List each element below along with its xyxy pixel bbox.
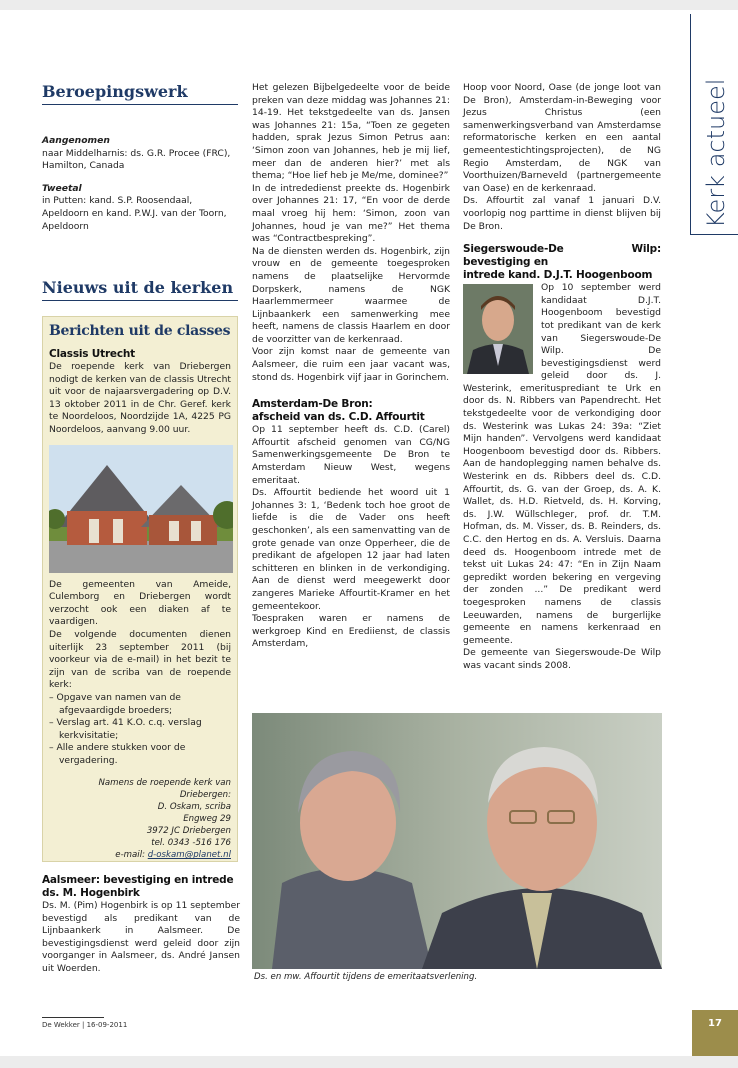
church-photo — [49, 445, 233, 573]
side-rule — [690, 14, 691, 234]
affourtit-photo — [252, 713, 662, 969]
box-paragraph-3: De volgende documenten dienen uiterlijk 23 september 2011 (bij voorkeur via de e-mail) in het bezit te zijn van de scriba van de roepende kerk: — [49, 628, 231, 691]
portrait-photo — [463, 284, 533, 374]
column-1 — [42, 82, 240, 233]
page-number: 17 — [692, 1010, 738, 1056]
box-list-item-2: – Verslag art. 41 K.O. c.q. verslag kerkvisitatie; — [49, 717, 202, 741]
box-title: Berichten uit de classes — [49, 323, 231, 339]
tweetal-title: Tweetal — [42, 182, 82, 194]
column-1-news — [42, 278, 240, 301]
column-2 — [252, 82, 450, 651]
side-rule-bottom — [690, 234, 738, 235]
aalsmeer-article — [42, 874, 240, 976]
footer-text: De Wekker | 16-09-2011 — [42, 1021, 128, 1029]
classes-box — [42, 316, 238, 862]
box-paragraph-1: De roepende kerk van Driebergen nodigt de kerken van de classis Utrecht uit voor de najaarsvergadering op D.V. 13 oktober 2011 in de Chr. Geref. kerk te Noordeloos, Noordzijde 1A, 4225 PG Noordeloos, aanvang 9.00 uur. — [49, 361, 231, 435]
col2-paragraph-3: Na de diensten werden ds. Hogenbirk, zijn vrouw en de gemeente toegesproken namens de plaatselijke Hervormde Dorpskerk, namens de NGK Haarlemmermeer waarmee de Lijnbaankerk een samenwerking mee heeft, namens de classis Haarlem en door de voorzitter van de kerkenraad. — [252, 245, 450, 345]
section-title — [697, 80, 731, 230]
amsterdam-title-1: Amsterdam-De Bron: — [252, 398, 373, 411]
signature-line-1: Namens de roepende kerk van Driebergen: — [98, 778, 231, 801]
col2-paragraph-2: In de intrededienst preekte ds. Hogenbirk over Johannes 21: 17, “En voor de derde maal vroeg hij hem: ‘Simon, zoon van Johannes, houd je van me?” Het thema was “Contractbespreking”. — [252, 182, 450, 245]
photo-caption: Ds. en mw. Affourtit tijdens de emeritaatsverlening. — [254, 972, 478, 982]
email-link[interactable]: d-oskam@planet.nl — [147, 850, 231, 861]
tweetal-text: in Putten: kand. S.P. Roosendaal, Apeldoorn en kand. P.W.J. van der Toorn, Apeldoorn — [42, 195, 227, 232]
signature-line-5: tel. 0343 -516 176 — [151, 838, 231, 849]
aangenomen-text: naar Middelharnis: ds. G.R. Procee (FRC), Hamilton, Canada — [42, 147, 231, 172]
box-paragraph-2: De gemeenten van Ameide, Culemborg en Driebergen wordt verzocht ook een diaken af te vaardigen. — [49, 578, 231, 628]
col2-paragraph-7: Toespraken waren er namens de werkgroep Kind en Erediienst, de classis Amsterdam, — [252, 613, 450, 650]
box-list-item-3: – Alle andere stukken voor de vergadering. — [49, 742, 186, 766]
signature-line-4: 3972 JC Driebergen — [146, 826, 231, 837]
col2-paragraph-1: Het gelezen Bijbelgedeelte voor de beide preken van deze middag was Johannes 21: 14-19. Het tekstgedeelte van ds. Jansen was Johannes 21: 15a, “Toen ze gegeten hadden, sprak Jezus Simon Petrus aan: ‘Simon zoon van Johannes, heb je mij lief, meer dan de anderen hier?’ met als thema; “Hoe lief heb je Me/me, dominee?” — [252, 82, 450, 182]
classis-utrecht-title: Classis Utrecht — [49, 348, 135, 360]
aalsmeer-paragraph: Ds. M. (Pim) Hogenbirk is op 11 september bevestigd als predikant van de Lijnbaankerk in Aalsmeer. De bevestigingsdienst werd geleid door zijn voorganger in Aalsmeer, ds. André Jansen uit Woerden. — [42, 900, 240, 974]
column-3 — [463, 82, 661, 673]
col2-paragraph-6: Ds. Affourtit bediende het woord uit 1 Johannes 3: 1, ‘Bedenk toch hoe groot de liefde is die de Vader ons heeft geschonken’, als een samenvatting van de grote genade van onze Opperheer, die de predikant de afgelopen 12 jaar had laten schitteren en blinken in de verkondiging. Aan de dienst werd meegewerkt door zangeres Marieke Affourtit-Kramer en het gemeentekoor. — [252, 487, 450, 612]
top-band — [0, 0, 738, 10]
section-title-text: Kerk actueel — [702, 80, 730, 228]
signature-line-3: Engweg 29 — [183, 814, 231, 825]
aalsmeer-title-2: ds. M. Hogenbirk — [42, 887, 140, 899]
bottom-band — [0, 1056, 738, 1068]
aangenomen-title: Aangenomen — [42, 135, 110, 146]
col2-paragraph-5: Op 11 september heeft ds. C.D. (Carel) Affourtit afscheid genomen van CG/NG Samenwerkingsgemeente De Bron te Amsterdam Nieuw West, wegens emeritaat. — [252, 424, 450, 486]
footer-rule — [42, 1017, 104, 1018]
signature-line-2: D. Oskam, scriba — [157, 802, 231, 813]
siegerswoude-title-2: intrede kand. D.J.T. Hoogenboom — [463, 269, 653, 282]
email-label: e-mail: — [115, 850, 148, 861]
col3-paragraph-4: De gemeente van Siegerswoude-De Wilp was vacant sinds 2008. — [463, 647, 661, 671]
box-list-item-1: – Opgave van namen van de afgevaardigde broeders; — [49, 691, 181, 716]
col3-paragraph-1: Hoop voor Noord, Oase (de jonge loot van De Bron), Amsterdam-in-Beweging voor Jezus Christus (een samenwerkingsverband van Amsterdamse reformatorische kerken en een aantal gemeentestichtingsprojecten), de NG Regio Amsterdam, de NGK van Voorthuizen/Barneveld (partnergemeente van Oase) en de kerkenraad. — [463, 82, 661, 194]
heading-beroepingswerk: Beroepingswerk — [42, 82, 238, 105]
signature-email-line — [49, 849, 231, 861]
heading-nieuws: Nieuws uit de kerken — [42, 278, 238, 301]
siegerswoude-title-1: Siegerswoude-De Wilp: bevestiging en — [463, 243, 661, 269]
col3-paragraph-3: Op 10 september werd kandidaat D.J.T. Hoogenboom bevestigd tot predikant van de kerk van Siegerswoude-De Wilp. De bevestigingsdienst werd geleid door ds. J. Westerink, emeritusprediant te Urk en door ds. N. Ribbers van Papendrecht. Het tekstgedeelte voor de verkondiging door ds. Westerink was Lukas 24: 39a: “Ziet Mijn handen”. Vervolgens werd kandidaat Hoogenboom bevestigd door ds. Ribbers. Aan de handoplegging namen behalve ds. Westerink en ds. Ribbers deel ds. C.D. Affourtit, ds. G. van der Groep, ds. A. K. Wallet, ds. H.D. Rietveld, ds. H. Korving, ds. J.W. Wüllschleger, prof. dr. T.M. Hofman, ds. M. Visser, ds. B. Reinders, ds. C.C. den Hertog en ds. A. Versluis. Daarna deed ds. Hoogenboom intrede met de tekst uit Lukas 24: 47: “En in Zijn Naam gepredikt worden bekering en vergeving der zonden ...” De predikant werd toegesproken namens de classis Leeuwarden, namens de burgerlijke gemeente en namens kerkenraad en gemeente. — [463, 282, 661, 646]
col3-paragraph-2: Ds. Affourtit zal vanaf 1 januari D.V. voorlopig nog parttime in dienst blijven bij De Bron. — [463, 195, 661, 232]
aalsmeer-title-1: Aalsmeer: bevestiging en intrede — [42, 874, 234, 886]
col2-paragraph-4: Voor zijn komst naar de gemeente van Aalsmeer, die ruim een jaar vacant was, stond ds. Hogenbirk vijf jaar in Gorinchem. — [252, 346, 450, 383]
amsterdam-title-2: afscheid van ds. C.D. Affourtit — [252, 411, 425, 424]
